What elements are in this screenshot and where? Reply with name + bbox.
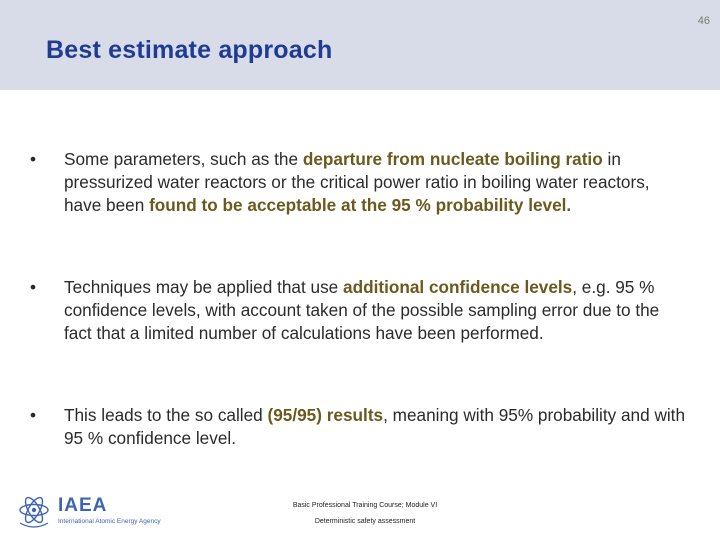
bullet-text <box>64 276 690 345</box>
iaea-logo <box>16 493 176 529</box>
bullet-marker: • <box>30 277 37 297</box>
logo-text: IAEA <box>58 495 108 516</box>
bullet-segment: Techniques may be applied that use <box>64 277 344 297</box>
bullet-segment: Some parameters, such as the <box>64 149 303 169</box>
page-number: 46 <box>697 15 710 27</box>
bullet-marker: • <box>30 405 37 425</box>
bullet-highlight: found to be acceptable at the 95 % probability level. <box>149 195 572 215</box>
atom-emblem-icon <box>16 493 54 529</box>
bullet-highlight: departure from nucleate boiling ratio <box>302 149 603 169</box>
bullet-segment: , meaning with 95% probability and with 95 % confidence level. <box>64 405 686 448</box>
bullet-highlight: (95/95) results <box>267 405 384 425</box>
bullet-marker: • <box>30 149 37 169</box>
bullet-segment: , e.g. 95 % confidence levels, with account taken of the possible sampling error due to the fact that a limited number of calculations have been performed. <box>64 277 660 343</box>
bullet-segment: in pressurized water reactors or the critical power ratio in boiling water reactors, have been <box>64 149 650 215</box>
bullet-text <box>64 404 690 450</box>
footer-module: Deterministic safety assessment <box>314 518 416 525</box>
bullet-text <box>64 148 690 217</box>
bullet-highlight: additional confidence levels <box>343 277 573 297</box>
slide-title: Best estimate approach <box>46 36 333 64</box>
footer-course: Basic Professional Training Course; Module VI <box>292 502 438 509</box>
logo-subtitle: International Atomic Energy Agency <box>58 518 161 525</box>
bullet-segment: This leads to the so called <box>64 405 268 425</box>
